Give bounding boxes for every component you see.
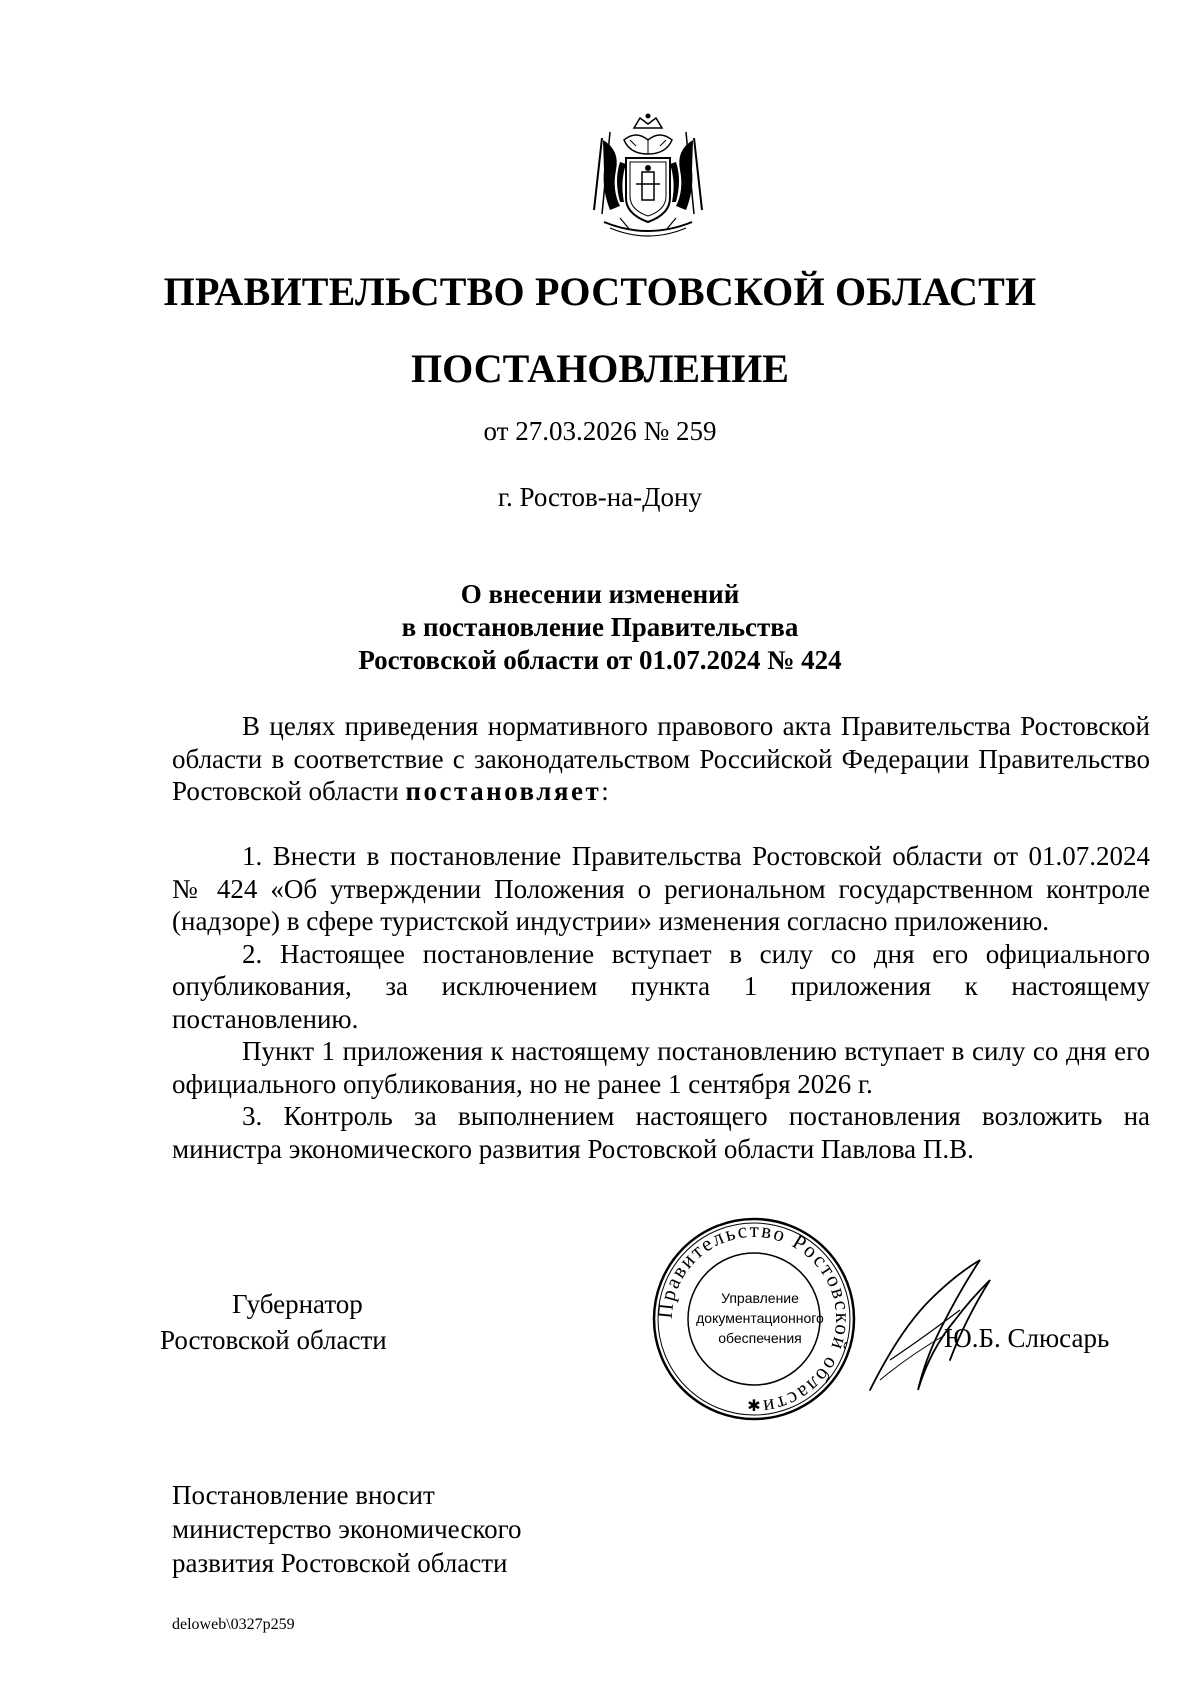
seal-center-text: [690, 1288, 830, 1348]
seal-center-line: обеспечения: [718, 1330, 802, 1346]
preamble-text: В целях приведения нормативного правового акта Правительства Ростовской области в соответствие с законодательством Российской Федерации Правительство Ростовской области: [172, 711, 1150, 806]
resolution-item: 1. Внести в постановление Правительства Ростовской области от 01.07.2024 № 424 «Об утверждении Положения о региональном государственном контроле (надзоре) в сфере туристской индустрии» изменения согласно приложению.: [172, 841, 1150, 936]
rostov-oblast-coat-of-arms-icon: [590, 110, 706, 242]
resolution-item: 2. Настоящее постановление вступает в силу со дня его официального опубликования, за исключением пункта 1 приложения к настоящему постановлению.: [172, 938, 1150, 1034]
document-subject: [0, 578, 1200, 677]
contributor-line: развития Ростовской области: [172, 1548, 508, 1578]
governor-title-line: Ростовской области: [160, 1325, 387, 1355]
seal-center-line: Управление: [721, 1290, 799, 1306]
preamble-keyword: постановляет: [405, 776, 602, 806]
seal-star-icon: ✱: [747, 1398, 761, 1415]
resolution-item: 3. Контроль за выполнением настоящего постановления возложить на министра экономического развития Ростовской области Павлова П.В.: [172, 1101, 1150, 1164]
signer-name: Ю.Б. Слюсарь: [944, 1323, 1110, 1353]
governor-title-line: Губернатор: [232, 1289, 363, 1319]
organization-title: ПРАВИТЕЛЬСТВО РОСТОВСКОЙ ОБЛАСТИ: [163, 269, 1037, 314]
document-city: г. Ростов-на-Дону: [497, 482, 702, 512]
resolution-items: [172, 840, 1150, 1165]
subject-line: Ростовской области от 01.07.2024 № 424: [358, 645, 842, 675]
subject-line: в постановление Правительства: [401, 612, 799, 642]
contributor-line: Постановление вносит: [172, 1480, 435, 1510]
subject-line: О внесении изменений: [460, 579, 740, 609]
preamble-paragraph: [172, 710, 1150, 808]
preamble: [172, 710, 1150, 808]
preamble-end: :: [601, 776, 609, 806]
contributor-line: министерство экономического: [172, 1514, 522, 1544]
resolution-item: Пункт 1 приложения к настоящему постановлению вступает в силу со дня его официального опубликования, но не ранее 1 сентября 2026 г.: [172, 1036, 1150, 1099]
contributor-block: [172, 1478, 521, 1580]
handwritten-signature: [860, 1240, 1000, 1400]
document-type: ПОСТАНОВЛЕНИЕ: [411, 346, 789, 391]
governor-title: [160, 1286, 387, 1358]
seal-ring-text: Правительство Ростовской области: [652, 1217, 856, 1420]
seal-center-line: документационного: [696, 1310, 824, 1326]
document-date-number: от 27.03.2026 № 259: [483, 416, 717, 446]
document-reference-code: deloweb\0327p259: [172, 1616, 295, 1633]
